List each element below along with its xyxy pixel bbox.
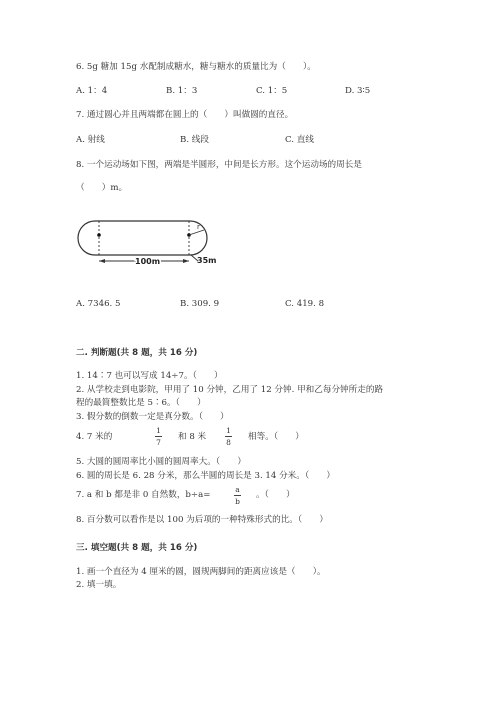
s2-item-5: 5. 大圆的圆周率比小圆的圆周率大。（ ） <box>76 457 246 467</box>
fraction-1-denominator: 7 <box>156 438 161 447</box>
s2-item-8: 8. 百分数可以看作是以 100 为后项的一种特殊形式的比。（ ） <box>76 515 328 525</box>
radius-value-label: 35m <box>197 256 217 265</box>
q8-option-a: A. 7346. 5 <box>76 299 121 309</box>
q6-option-a: A. 1：4 <box>76 86 108 96</box>
fraction-2-numerator: 1 <box>226 426 231 435</box>
question-8-text-line1: 8. 一个运动场如下图，两端是半圆形，中间是长方形。这个运动场的周长是 <box>76 160 362 170</box>
s2-item-7-fraction <box>234 485 241 506</box>
s2-item-4-middle: 和 8 米 <box>178 432 207 442</box>
s2-item-3: 3. 假分数的倒数一定是真分数。（ ） <box>76 412 229 422</box>
section-2-title: 二. 判断题(共 8 题，共 16 分) <box>76 348 198 358</box>
s2-item-1: 1. 14∶7 也可以写成 14÷7。（ ） <box>76 371 223 381</box>
s3-item-2: 2. 填一填。 <box>76 580 122 590</box>
fraction-b-denominator: b <box>235 497 240 506</box>
question-7-text: 7. 通过圆心并且两端都在圆上的（ ）叫做圆的直径。 <box>76 110 294 120</box>
q7-option-a: A. 射线 <box>76 135 105 145</box>
stadium-figure <box>70 208 220 278</box>
s2-item-4-suffix: 相等。（ ） <box>248 432 304 442</box>
q6-option-b: B. 1：3 <box>166 86 198 96</box>
q7-option-c: C. 直线 <box>285 135 314 145</box>
s2-item-4-prefix: 4. 7 米的 <box>76 432 113 442</box>
s2-item-4-fraction-1 <box>155 426 162 447</box>
q6-option-d: D. 3∶5 <box>345 86 371 96</box>
length-arrow-right <box>183 259 189 263</box>
s2-item-7-suffix: 。（ ） <box>256 490 295 500</box>
fraction-a-numerator: a <box>235 485 240 494</box>
left-center-dot <box>97 233 101 237</box>
radius-r-label: r <box>197 223 200 231</box>
s2-item-2-line2: 程的最简整数比是 5∶6。（ ） <box>76 398 206 408</box>
length-arrow-left <box>99 259 105 263</box>
fraction-2-denominator: 8 <box>226 438 231 447</box>
s3-item-1: 1. 画一个直径为 4 厘米的圆，圆规两脚间的距离应该是（ ）。 <box>76 567 326 577</box>
s2-item-6: 6. 圆的周长是 6. 28 分米，那么半圆的周长是 3. 14 分米。（ ） <box>76 471 335 481</box>
stadium-outline <box>78 221 207 255</box>
question-6-text: 6. 5g 糖加 15g 水配制成糖水，糖与糖水的质量比为（ ）。 <box>76 62 316 72</box>
q6-option-c: C. 1：5 <box>256 86 288 96</box>
length-label: 100m <box>135 257 161 266</box>
q8-option-b: B. 309. 9 <box>180 299 220 309</box>
section-3-title: 三. 填空题(共 8 题，共 16 分) <box>76 543 198 553</box>
q8-option-c: C. 419. 8 <box>285 299 325 309</box>
s2-item-4-fraction-2 <box>225 426 232 447</box>
q7-option-b: B. 线段 <box>180 135 209 145</box>
s2-item-7-prefix: 7. a 和 b 都是非 0 自然数，b÷a= <box>76 490 211 500</box>
fraction-1-numerator: 1 <box>156 426 161 435</box>
question-8-text-line2: （ ）m。 <box>76 183 128 193</box>
s2-item-2-line1: 2. 从学校走到电影院，甲用了 10 分钟，乙用了 12 分钟. 甲和乙每分钟所走的路 <box>76 385 384 395</box>
